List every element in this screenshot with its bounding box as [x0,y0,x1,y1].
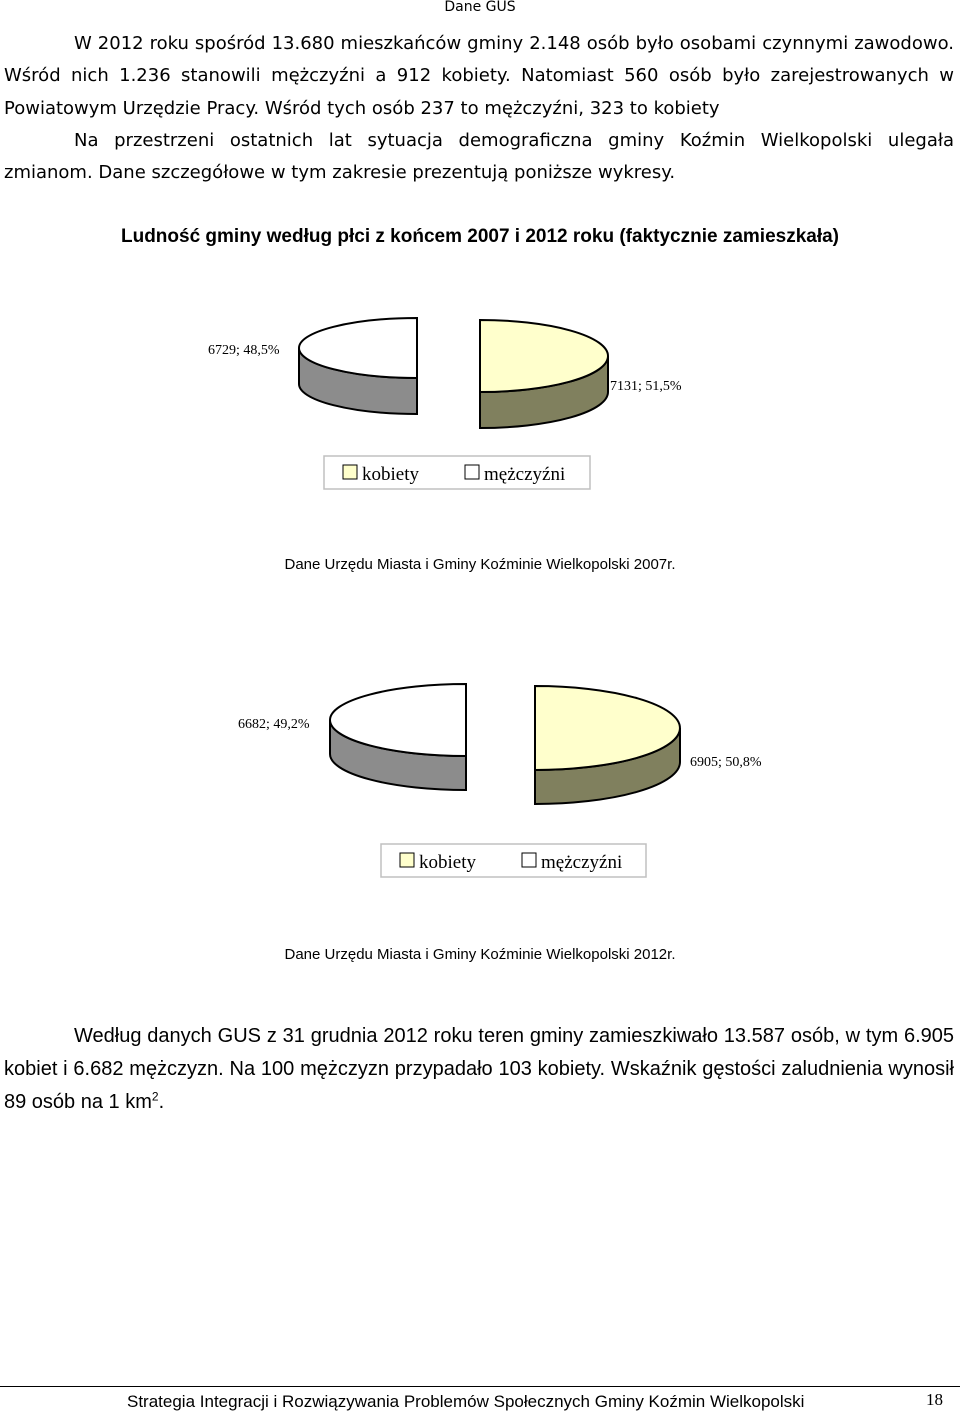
chart-source-2012: Dane Urzędu Miasta i Gminy Koźminie Wielkopolski 2012r. [284,946,676,963]
pie-slice-men-2012 [330,684,466,790]
data-label-men-2007: 6729; 48,5% [208,343,280,358]
legend-label-men-2007: mężczyźni [484,464,566,485]
legend-label-women-2007: kobiety [362,464,419,485]
intro-paragraph-2: Na przestrzeni ostatnich lat sytuacja demograficzna gminy Koźmin Wielkopolski ulegała zmianom. Dane szczegółowe w tym zakresie prezentują poniższe wykresy. [4,129,954,184]
legend-label-women-2012: kobiety [419,852,476,873]
superscript-2: 2 [151,1089,159,1104]
pie-chart-2007 [0,300,960,500]
chart-title: Ludność gminy według płci z końcem 2007 i 2012 roku (faktycznie zamieszkała) [120,226,840,247]
summary-end: . [158,1091,165,1113]
legend-label-men-2012: mężczyźni [541,852,623,873]
legend-2012 [381,844,646,877]
legend-swatch-women-2007 [343,465,357,479]
source-caption-top: Dane GUS [444,0,516,15]
summary-text [4,1020,954,1119]
pie-slice-women-2012 [535,686,680,804]
footer-divider [0,1386,960,1387]
summary-paragraph: Według danych GUS z 31 grudnia 2012 roku teren gminy zamieszkiwało 13.587 osób, w tym 6.905 kobiet i 6.682 mężczyzn. Na 100 mężczyzn przypadało 103 kobiety. Wskaźnik gęstości zaludnienia wynosił 89 osób na 1 km [4,1025,954,1113]
legend-swatch-women-2012 [400,853,414,867]
legend-2007 [324,456,590,489]
chart-source-2007: Dane Urzędu Miasta i Gminy Koźminie Wielkopolski 2007r. [284,556,676,573]
legend-swatch-men-2012 [522,853,536,867]
data-label-men-2012: 6682; 49,2% [238,717,310,732]
footer-title: Strategia Integracji i Rozwiązywania Problemów Społecznych Gminy Koźmin Wielkopolski [127,1392,805,1411]
data-label-women-2012: 6905; 50,8% [690,755,762,770]
legend-swatch-men-2007 [465,465,479,479]
data-label-women-2007: 7131; 51,5% [610,379,682,394]
pie-slice-women-2007 [480,320,608,428]
intro-text [4,28,954,189]
intro-paragraph-1: W 2012 roku spośród 13.680 mieszkańców gminy 2.148 osób było osobami czynnymi zawodowo. Wśród nich 1.236 stanowili mężczyźni a 912 kobiety. Natomiast 560 osób było zarejestrowanych w Powiatowym Urzędzie Pracy. Wśród tych osób 237 to mężczyźni, 323 to kobiety [4,33,954,119]
page-number: 18 [926,1390,943,1409]
pie-chart-2012 [0,680,960,890]
pie-slice-men-2007 [299,318,417,414]
